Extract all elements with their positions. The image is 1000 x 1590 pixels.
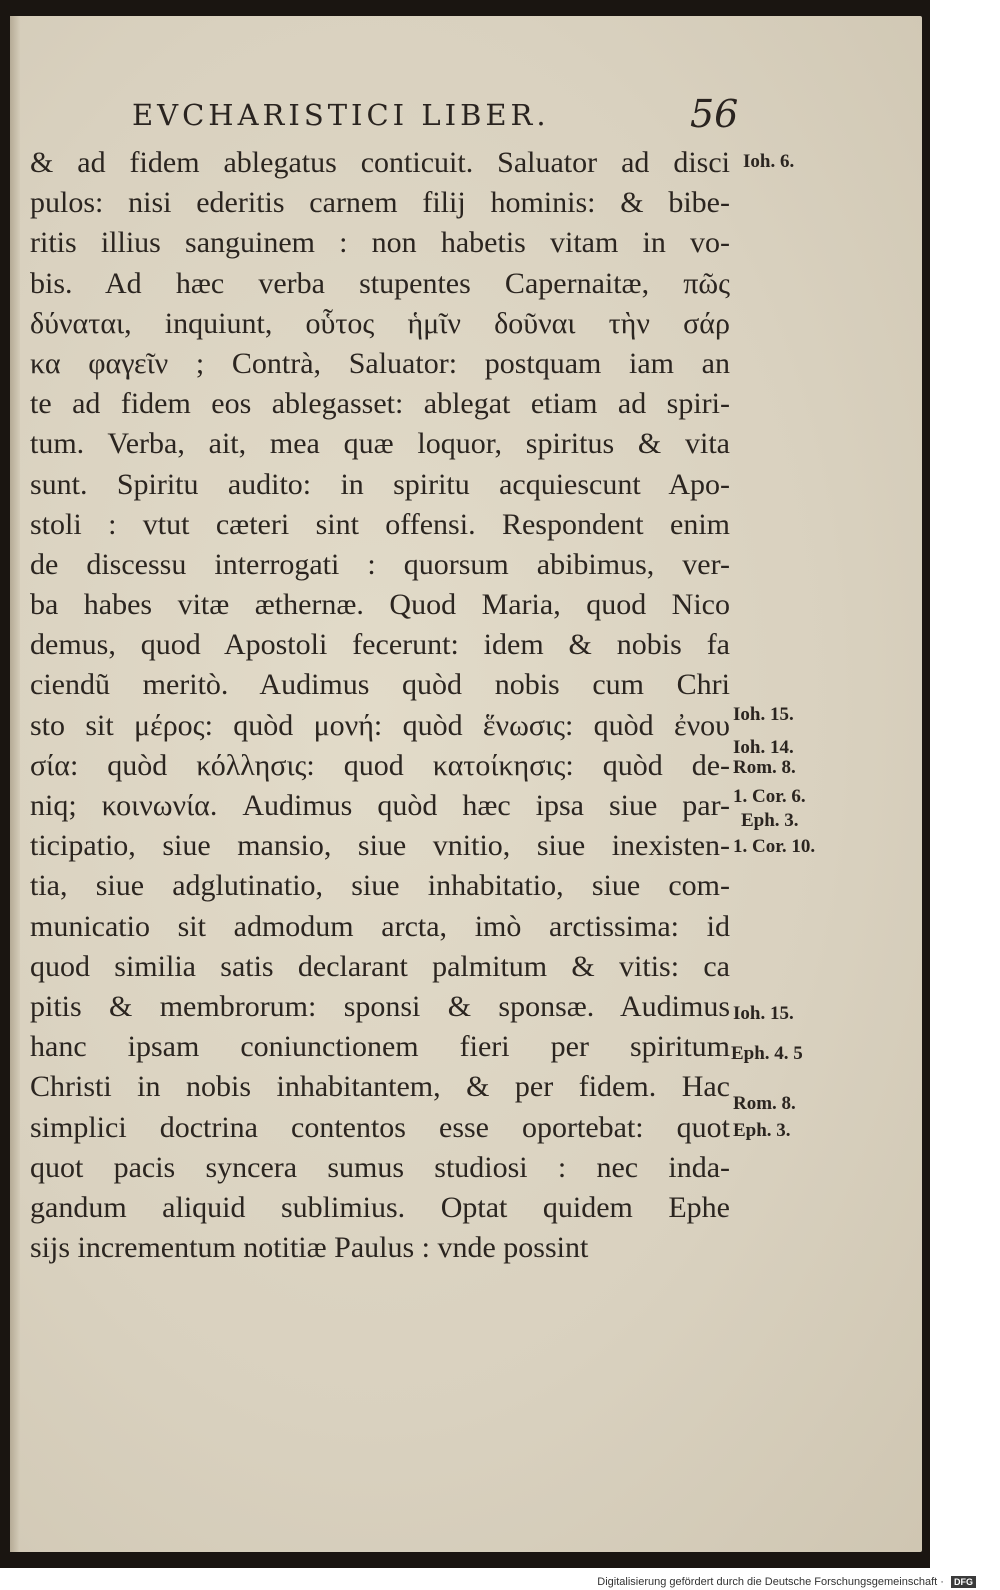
margin-note: Eph. 3.	[733, 1120, 791, 1141]
margin-note: Eph. 3.	[741, 810, 799, 831]
text-line: bis. Ad hæc verba stupentes Capernaitæ, πῶς	[30, 266, 730, 300]
text-line: ba habes vitæ æthernæ. Quod Maria, quod Nico	[30, 588, 730, 622]
text-line: de discessu interrogati : quorsum abibimus, ver-	[30, 547, 730, 581]
page-number: 56	[690, 92, 739, 136]
page-gutter-edge	[10, 16, 20, 1552]
text-line: & ad fidem ablegatus conticuit. Saluator ad disci	[30, 146, 730, 179]
text-line: pitis & membrorum: sponsi & sponsæ. Audimus	[30, 989, 730, 1023]
text-line: quot pacis syncera sumus studiosi : nec inda-	[30, 1150, 730, 1184]
margin-note: Rom. 8.	[733, 757, 796, 778]
text-line: ciendũ meritò. Audimus quòd nobis cum Chri	[30, 668, 730, 702]
text-line: simplici doctrina contentos esse oportebat: quot	[30, 1110, 730, 1144]
text-line: stoli : vtut cæteri sint offensi. Respondent enim	[30, 507, 730, 541]
margin-note: Ioh. 6.	[743, 151, 795, 172]
text-line: ticipatio, siue mansio, siue vnitio, siue inexisten-	[30, 829, 730, 863]
margin-note: 1. Cor. 10.	[733, 836, 816, 857]
margin-note: Eph. 4. 5	[731, 1043, 803, 1064]
text-line: ritis illius sanguinem : non habetis vitam in vo-	[30, 226, 730, 260]
text-line: te ad fidem eos ablegasset: ablegat etiam ad spiri-	[30, 387, 730, 421]
credit-text: Digitalisierung gefördert durch die Deutsche Forschungsgemeinschaft ·	[597, 1576, 944, 1588]
text-line: κα φαγεῖν ; Contrà, Saluator: postquam iam an	[30, 346, 730, 380]
text-line: sijs incrementum notitiæ Paulus : vnde possint	[30, 1231, 589, 1265]
text-line: tum. Verba, ait, mea quæ loquor, spiritus & vita	[30, 427, 730, 461]
text-line: Christi in nobis inhabitantem, & per fidem. Hac	[30, 1070, 730, 1104]
digitization-credit	[597, 1576, 976, 1588]
body-text	[30, 143, 730, 1268]
margin-note: 1. Cor. 6.	[733, 786, 806, 807]
text-line: σία: quòd κόλλησις: quod κατοίκησις: quòd de-	[30, 748, 730, 782]
dfg-logo: DFG	[951, 1576, 976, 1588]
text-line: hanc ipsam coniunctionem fieri per spiritum	[30, 1030, 730, 1064]
margin-note: Ioh. 15.	[733, 1003, 794, 1024]
text-line: demus, quod Apostoli fecerunt: idem & nobis fa	[30, 628, 730, 662]
text-line: sunt. Spiritu audito: in spiritu acquiescunt Apo-	[30, 467, 730, 501]
text-line: tia, siue adglutinatio, siue inhabitatio, siue com-	[30, 869, 730, 903]
margin-note: Ioh. 14.	[733, 737, 794, 758]
text-line: niq; κοινωνία. Audimus quòd hæc ipsa siue par-	[30, 789, 730, 822]
text-line: quod similia satis declarant palmitum & vitis: ca	[30, 949, 730, 983]
text-line: pulos: nisi ederitis carnem filij hominis: & bibe-	[30, 186, 730, 220]
text-line: municatio sit admodum arcta, imò arctissima: id	[30, 909, 730, 943]
margin-note: Ioh. 15.	[733, 704, 794, 725]
text-line: sto sit μέρος: quòd μονή: quòd ἕνωσις: quòd ἐνου	[30, 708, 730, 742]
text-line: gandum aliquid sublimius. Optat quidem Ephe	[30, 1190, 730, 1224]
margin-note: Rom. 8.	[733, 1093, 796, 1114]
text-line: δύναται, inquiunt, οὗτος ἡμῖν δοῦναι τὴν σάρ	[30, 306, 730, 340]
running-head: EVCHARISTICI LIBER.	[132, 98, 550, 132]
